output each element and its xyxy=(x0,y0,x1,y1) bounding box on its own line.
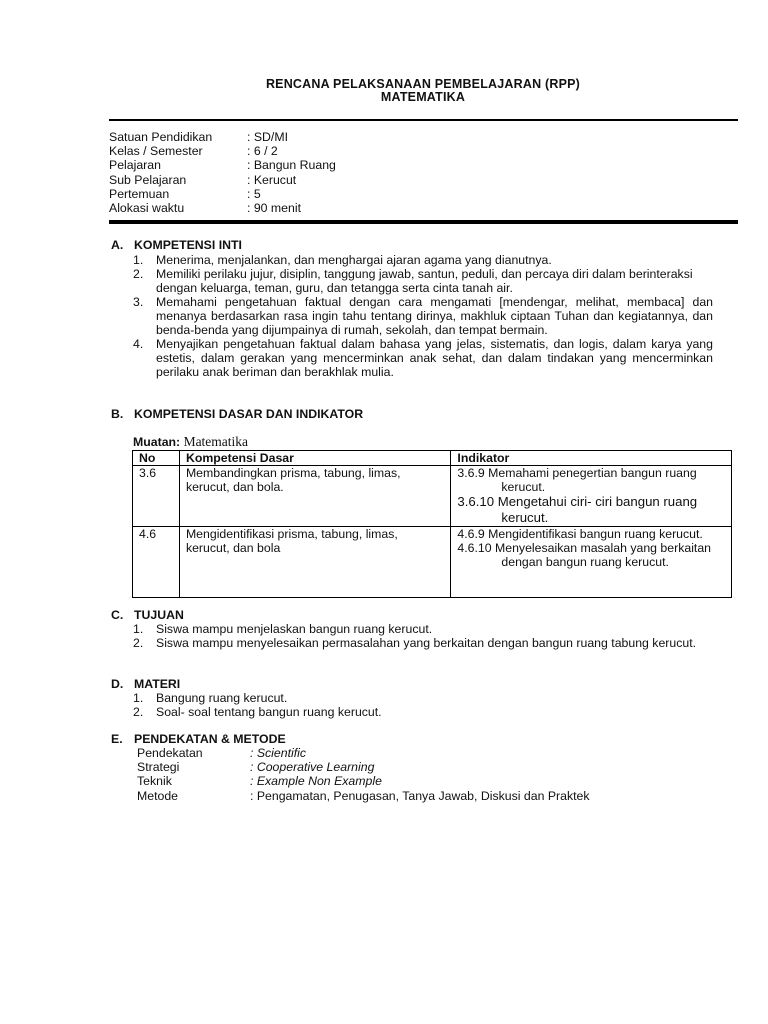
top-divider xyxy=(109,119,738,121)
item-number: 2. xyxy=(133,267,144,281)
item-number: 1. xyxy=(133,691,144,705)
section-e-heading xyxy=(111,732,286,746)
info-value: : Bangun Ruang xyxy=(247,158,336,173)
info-row xyxy=(109,144,336,158)
identity-block xyxy=(109,130,336,215)
info-value: : Kerucut xyxy=(247,172,297,187)
info-label: Alokasi waktu xyxy=(109,200,185,215)
item-text: Menyajikan pengetahuan faktual dalam bahasa yang jelas, sistematis, dan logis, dalam karya yang estetis, dalam gerakan yang mencerminkan anak sehat, dan dalam tindakan yang mencerminkan perilaku anak beriman dan berakhlak mulia. xyxy=(156,337,713,379)
item-text: Siswa mampu menyelesaikan permasalahan yang berkaitan dengan bangun ruang tabung kerucut. xyxy=(156,636,697,650)
row-kompetensi: Mengidentifikasi prisma, tabung, limas, kerucut, dan bola xyxy=(179,527,450,598)
table-row xyxy=(133,527,732,598)
column-header-indikator: Indikator xyxy=(451,451,732,466)
document-title: RENCANA PELAKSANAAN PEMBELAJARAN (RPP) xyxy=(265,77,581,91)
item-number: 1. xyxy=(133,253,144,267)
column-header-kompetensi: Kompetensi Dasar xyxy=(179,451,450,466)
row-number: 3.6 xyxy=(133,466,180,527)
info-label: Pelajaran xyxy=(109,158,161,173)
info-row xyxy=(109,187,336,201)
muatan-line xyxy=(133,435,248,449)
list-item xyxy=(133,636,713,650)
list-item xyxy=(133,705,713,719)
item-number: 2. xyxy=(133,636,144,650)
info-label: Satuan Pendidikan xyxy=(109,130,213,144)
item-text: Memiliki perilaku jujur, disiplin, tanggung jawab, santun, peduli, dan percaya diri dalam berinteraksi dengan keluarga, teman, guru, dan tetangga serta cinta tanah air. xyxy=(156,267,693,295)
method-label: Metode xyxy=(137,788,179,803)
kompetensi-inti-list xyxy=(133,253,713,379)
section-letter: D. xyxy=(111,677,124,691)
muatan-value: Matematika xyxy=(183,434,249,449)
info-row xyxy=(109,201,336,215)
item-text: Bangung ruang kerucut. xyxy=(156,691,288,705)
method-row xyxy=(137,774,590,788)
table-header-row xyxy=(133,451,732,466)
info-value: : 6 / 2 xyxy=(247,144,278,159)
info-value: : 5 xyxy=(247,186,261,201)
item-text: Siswa mampu menjelaskan bangun ruang kerucut. xyxy=(156,622,433,636)
section-title: MATERI xyxy=(134,677,181,691)
item-number: 2. xyxy=(133,705,144,719)
indicator-item: 3.6.10 Mengetahui ciri- ciri bangun ruang kerucut. xyxy=(457,494,698,525)
method-label: Pendekatan xyxy=(137,746,203,760)
section-d-heading xyxy=(111,677,180,691)
item-number: 1. xyxy=(133,622,144,636)
column-header-no: No xyxy=(133,451,180,466)
section-letter: A. xyxy=(111,238,124,252)
list-item xyxy=(133,253,713,267)
list-item xyxy=(133,267,713,295)
info-row xyxy=(109,158,336,172)
list-item xyxy=(133,295,713,337)
list-item xyxy=(133,622,713,636)
indicator-item: 4.6.9 Mengidentifikasi bangun ruang kerucut. xyxy=(457,527,703,541)
method-value: : Scientific xyxy=(250,746,307,760)
item-number: 3. xyxy=(133,295,144,309)
section-letter: B. xyxy=(111,407,124,421)
info-label: Kelas / Semester xyxy=(109,144,203,159)
section-b-heading xyxy=(111,407,363,421)
method-row xyxy=(137,760,590,774)
section-c-heading xyxy=(111,608,184,622)
tujuan-list xyxy=(133,622,713,650)
info-label: Pertemuan xyxy=(109,186,170,201)
info-row xyxy=(109,130,336,144)
method-value: : Example Non Example xyxy=(250,774,382,789)
info-value: : 90 menit xyxy=(247,200,301,215)
section-title: TUJUAN xyxy=(134,608,184,622)
indicator-item: 3.6.9 Memahami penegertian bangun ruang kerucut. xyxy=(457,466,697,494)
info-label: Sub Pelajaran xyxy=(109,172,187,187)
section-title: PENDEKATAN & METODE xyxy=(134,732,286,746)
section-letter: E. xyxy=(111,732,123,746)
section-title: KOMPETENSI DASAR DAN INDIKATOR xyxy=(134,407,364,421)
row-indikator xyxy=(451,527,732,598)
row-number: 4.6 xyxy=(133,527,180,598)
section-a-heading xyxy=(111,238,242,252)
row-indikator xyxy=(451,466,732,527)
method-label: Strategi xyxy=(137,760,180,775)
item-text: Memahami pengetahuan faktual dengan cara mengamati [mendengar, melihat, membaca] dan menanya berdasarkan rasa ingin tahu tentang dirinya, makhluk ciptaan Tuhan dan kegiatannya, dan benda-benda yang dijumpainya di rumah, sekolah, dan tempat bermain. xyxy=(156,295,713,337)
thick-divider xyxy=(109,220,738,224)
method-row xyxy=(137,789,590,803)
section-letter: C. xyxy=(111,608,124,622)
item-text: Soal- soal tentang bangun ruang kerucut. xyxy=(156,705,382,719)
kompetensi-dasar-table xyxy=(132,450,732,598)
indicator-item: 4.6.10 Menyelesaikan masalah yang berkaitan dengan bangun ruang kerucut. xyxy=(457,541,712,569)
method-value: : Cooperative Learning xyxy=(250,760,375,775)
method-row xyxy=(137,746,590,760)
info-row xyxy=(109,173,336,187)
list-item xyxy=(133,337,713,379)
item-number: 4. xyxy=(133,337,144,351)
method-value: : Pengamatan, Penugasan, Tanya Jawab, Diskusi dan Praktek xyxy=(250,788,590,803)
document-subtitle: MATEMATIKA xyxy=(380,90,466,104)
muatan-label: Muatan: xyxy=(133,435,181,449)
pendekatan-metode-block xyxy=(137,746,590,803)
materi-list xyxy=(133,691,713,719)
item-text: Menerima, menjalankan, dan menghargai ajaran agama yang dianutnya. xyxy=(156,253,552,267)
table-row xyxy=(133,466,732,527)
method-label: Teknik xyxy=(137,774,172,789)
row-kompetensi: Membandingkan prisma, tabung, limas, kerucut, dan bola. xyxy=(179,466,450,527)
section-title: KOMPETENSI INTI xyxy=(134,238,242,252)
info-value: : SD/MI xyxy=(247,130,288,144)
list-item xyxy=(133,691,713,705)
